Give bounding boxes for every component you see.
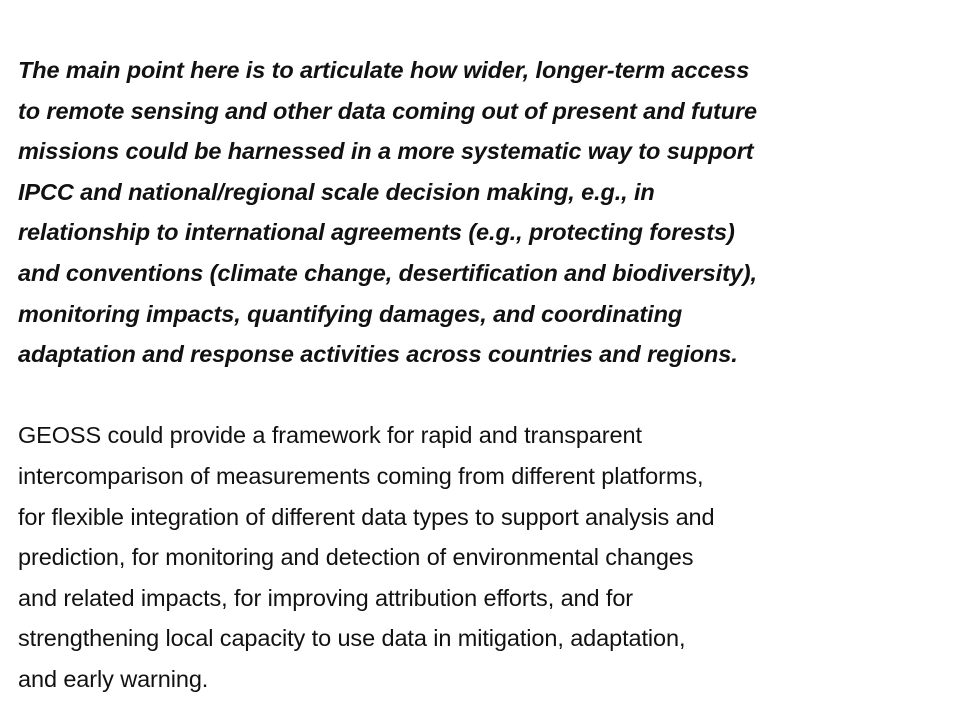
paragraph-line: IPCC and national/regional scale decision making, e.g., in (18, 178, 655, 205)
paragraph-line: intercomparison of measurements coming from different platforms, (18, 462, 704, 489)
paragraph-line: to remote sensing and other data coming out of present and future (18, 97, 758, 124)
geoss-paragraph (18, 415, 954, 699)
slide-body (18, 50, 954, 700)
paragraph-line: relationship to international agreements (e.g., protecting forests) (18, 219, 735, 246)
paragraph-line: and early warning. (18, 665, 209, 692)
paragraph-line: missions could be harnessed in a more systematic way to support (18, 138, 754, 165)
paragraph-line: adaptation and response activities across countries and regions. (18, 341, 738, 368)
paragraph-line: strengthening local capacity to use data in mitigation, adaptation, (18, 625, 686, 652)
paragraph-line: prediction, for monitoring and detection of environmental changes (18, 544, 694, 571)
paragraph-line: monitoring impacts, quantifying damages, and coordinating (18, 300, 683, 327)
paragraph-line: and related impacts, for improving attribution efforts, and for (18, 584, 634, 611)
main-point-paragraph (18, 50, 954, 375)
paragraph-line: for flexible integration of different data types to support analysis and (18, 503, 715, 530)
paragraph-line: GEOSS could provide a framework for rapid and transparent (18, 422, 642, 449)
paragraph-line: and conventions (climate change, desertification and biodiversity), (18, 259, 757, 286)
paragraph-line: The main point here is to articulate how wider, longer-term access (18, 57, 750, 83)
